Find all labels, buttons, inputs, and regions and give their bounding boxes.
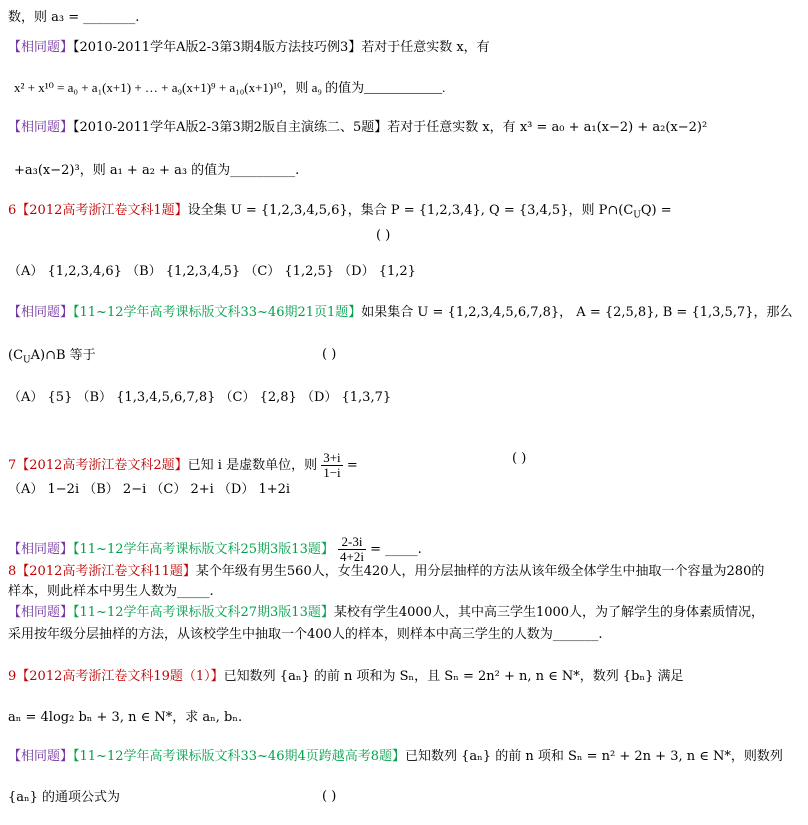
question-6-options: （A） {1,2,3,4,6} （B） {1,2,3,4,5} （C） {1,2,5} （D） {1,2} <box>8 264 416 279</box>
similar-question-7: 【相同题】【11~12学年高考课标版文科25期3版13题】 $\frac{2-3i}{4+2i}$ = _____. <box>8 534 422 564</box>
question-6: 6【2012高考浙江卷文科1题】设全集 U = {1,2,3,4,5,6}，集合 P = {1,2,3,4}, Q = {3,4,5}，则 $P\cap(C_UQ)$ = <box>8 203 672 221</box>
similar-question-1: 【相同题】【2010-2011学年A版2-3第3期4版方法技巧例3】若对于任意实数 x，有 <box>8 40 490 55</box>
similar-tag: 【相同题】 <box>8 605 74 620</box>
similar-question-2: 【相同题】【2010-2011学年A版2-3第3期2版自主演练二、5题】若对于任意实数 x，有 x³ = a₀ + a₁(x−2) + a₂(x−2)² <box>8 120 708 135</box>
similar-tag: 【相同题】 <box>8 542 74 557</box>
equation-line: x² + x¹⁰ = a₀ + a₁(x+1) + … + a₉(x+1)⁹ + a₁₀(x+1)¹⁰，则 a₉ 的值为____________. <box>14 80 446 95</box>
question-7: 7【2012高考浙江卷文科2题】已知 i 是虚数单位，则 $\frac{3+i}{1-i}$ = <box>8 450 358 480</box>
source-label: 【11~12学年高考课标版文科25期3版13题】 <box>73 542 334 557</box>
fraction: $\frac{3+i}{1-i}$ <box>323 450 341 480</box>
line-prev-question-end: 数，则 a₃ = ________. <box>8 10 140 25</box>
source-label: 【11~12学年高考课标版文科27期3版13题】 <box>73 605 334 620</box>
similar-question-2-cont: +a₃(x−2)³，则 a₁ + a₂ + a₃ 的值为__________. <box>14 163 300 178</box>
similar-question-6-cont: $(C_UA)\cap B$ 等于 <box>8 348 96 366</box>
answer-paren: ( ) <box>512 451 527 466</box>
question-9-cont: aₙ = 4log₂ bₙ + 3, n ∈ N*，求 aₙ, bₙ. <box>8 710 243 725</box>
fraction: $\frac{2-3i}{4+2i}$ <box>340 534 364 564</box>
answer-paren: ( ) <box>322 789 337 804</box>
question-8: 8【2012高考浙江卷文科11题】某个年级有男生560人，女生420人，用分层抽样的方法从该年级全体学生中抽取一个容量为280的 <box>8 564 765 579</box>
question-9: 9【2012高考浙江卷文科19题（1）】已知数列 {aₙ} 的前 n 项和为 Sₙ，且 Sₙ = 2n² + n, n ∈ N*，数列 {bₙ} 满足 <box>8 669 684 684</box>
answer-paren: ( ) <box>322 347 337 362</box>
question-header: 6【2012高考浙江卷文科1题】 <box>8 203 188 218</box>
answer-paren: ( ) <box>376 228 391 243</box>
similar-tag: 【相同题】 <box>8 120 74 135</box>
similar-question-8: 【相同题】【11~12学年高考课标版文科27期3版13题】某校有学生4000人，其中高三学生1000人，为了解学生的身体素质情况， <box>8 605 765 620</box>
similar-tag: 【相同题】 <box>8 749 74 764</box>
question-header: 7【2012高考浙江卷文科2题】 <box>8 458 188 473</box>
similar-tag: 【相同题】 <box>8 40 74 55</box>
similar-question-8-cont: 采用按年级分层抽样的方法，从该校学生中抽取一个400人的样本，则样本中高三学生的人数为_______. <box>8 627 603 642</box>
question-header: 8【2012高考浙江卷文科11题】 <box>8 564 196 579</box>
source-label: 【2010-2011学年A版2-3第3期2版自主演练二、5题】 <box>73 120 388 135</box>
question-8-cont: 样本，则此样本中男生人数为_____. <box>8 584 214 599</box>
source-label: 【2010-2011学年A版2-3第3期4版方法技巧例3】 <box>73 40 362 55</box>
similar-question-9-cont: {aₙ} 的通项公式为 <box>8 790 121 805</box>
similar-question-9: 【相同题】【11~12学年高考课标版文科33~46期4页跨越高考8题】已知数列 {aₙ} 的前 n 项和 Sₙ = n² + 2n + 3, n ∈ N*，则数列 <box>8 749 783 764</box>
source-label: 【11~12学年高考课标版文科33~46期4页跨越高考8题】 <box>73 749 406 764</box>
similar-question-6: 【相同题】【11~12学年高考课标版文科33~46期21页1题】如果集合 U = {1,2,3,4,5,6,7,8}， A = {2,5,8}, B = {1,3,5,7}，那么 <box>8 305 793 320</box>
question-7-options: （A） 1−2i （B） 2−i （C） 2+i （D） 1+2i <box>8 482 291 497</box>
similar-question-6-options: （A） {5} （B） {1,3,4,5,6,7,8} （C） {2,8} （D） {1,3,7} <box>8 390 392 405</box>
source-label: 【11~12学年高考课标版文科33~46期21页1题】 <box>73 305 362 320</box>
similar-tag: 【相同题】 <box>8 305 74 320</box>
question-header: 9【2012高考浙江卷文科19题（1）】 <box>8 669 224 684</box>
